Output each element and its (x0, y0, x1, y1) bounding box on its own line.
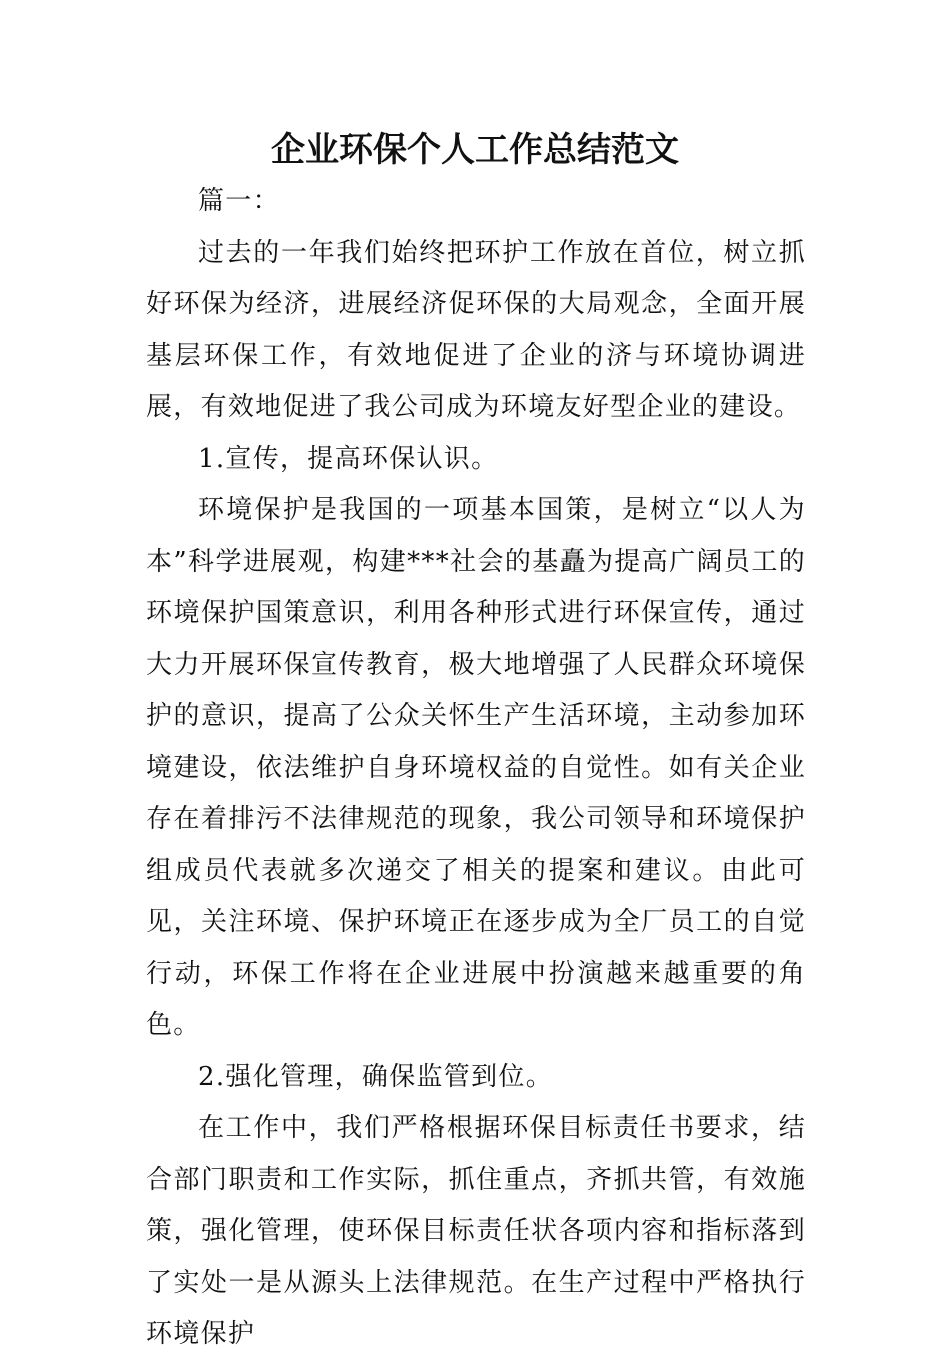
section-heading: 1.宣传，提高环保认识。 (198, 443, 499, 474)
section-heading: 篇一： (198, 186, 280, 216)
section-heading: 2.强化管理，确保监管到位。 (198, 1061, 554, 1092)
document-body (146, 176, 806, 1361)
body-paragraph: 过去的一年我们始终把环护工作放在首位，树立抓好环保为经济，进展经济促环保的大局观念，全面开展基层环保工作，有效地促进了企业的济与环境协调进展，有效地促进了我公司成为环境友好型企业的建设。 (146, 237, 806, 422)
body-paragraph: 环境保护是我国的一项基本国策，是树立“以人为本”科学进展观，构建***社会的基矗为提高广阔员工的环境保护国策意识，利用各种形式进行环保宣传，通过大力开展环保宣传教育，极大地增强了人民群众环境保护的意识，提高了公众关怀生产生活环境，主动参加环境建设，依法维护自身环境权益的自觉性。如有关企业存在着排污不法律规范的现象，我公司领导和环境保护组成员代表就多次递交了相关的提案和建议。由此可见，关注环境、保护环境正在逐步成为全厂员工的自觉行动，环保工作将在企业进展中扮演越来越重要的角色。 (146, 495, 806, 1040)
document-title: 企业环保个人工作总结范文 (271, 130, 679, 170)
body-paragraph: 在工作中，我们严格根据环保目标责任书要求，结合部门职责和工作实际，抓住重点，齐抓共管，有效施策，强化管理，使环保目标责任状各项内容和指标落到了实处一是从源头上法律规范。在生产过程中严格执行环境保护 (146, 1113, 806, 1349)
